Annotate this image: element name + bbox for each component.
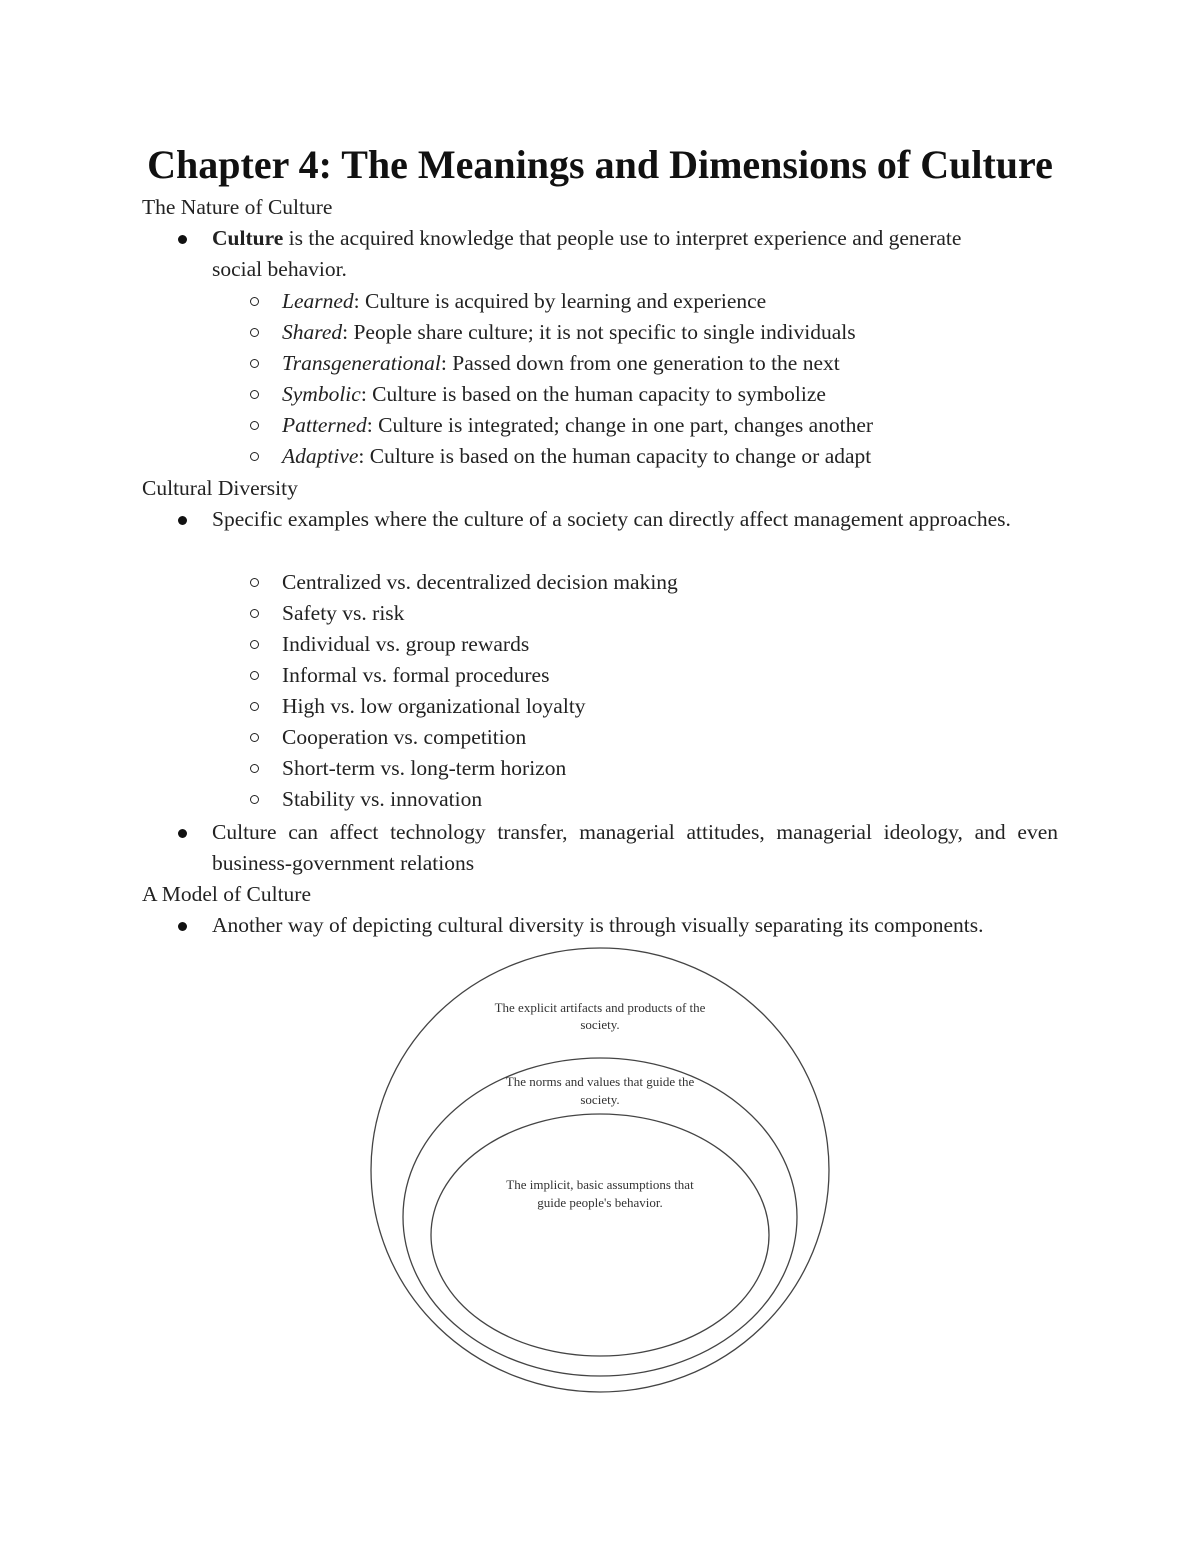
characteristic-item [282, 317, 856, 348]
diversity-bullet-text: Culture can affect technology transfer, managerial attitudes, managerial ideology, and even business-government relations [212, 820, 1058, 875]
bullet-dot [178, 922, 187, 931]
characteristic-term: Patterned [282, 413, 367, 437]
sub-bullet-ring [250, 640, 259, 649]
example-item: Individual vs. group rewards [282, 632, 530, 656]
characteristic-desc: : Passed down from one generation to the next [440, 351, 840, 375]
sub-bullet-ring [250, 328, 259, 337]
sub-bullet-ring [250, 671, 259, 680]
inner-label-line2: guide people's behavior. [537, 1195, 663, 1210]
characteristic-item [282, 348, 840, 379]
sub-bullet-ring [250, 452, 259, 461]
sub-bullet-ring [250, 421, 259, 430]
characteristic-desc: : Culture is based on the human capacity to symbolize [360, 382, 826, 406]
characteristic-item [282, 379, 826, 410]
inner-circle [431, 1114, 769, 1356]
characteristic-term: Shared [282, 320, 343, 344]
model-bullet-text: Another way of depicting cultural diversity is through visually separating its components. [212, 913, 984, 937]
characteristic-term: Adaptive [282, 444, 359, 468]
example-item: Centralized vs. decentralized decision making [282, 570, 678, 594]
example-item: High vs. low organizational loyalty [282, 694, 586, 718]
characteristic-item [282, 410, 873, 441]
characteristic-desc: : Culture is based on the human capacity to change or adapt [358, 444, 872, 468]
characteristic-item [282, 286, 766, 317]
sub-bullet-ring [250, 795, 259, 804]
culture-definition-line2: social behavior. [212, 257, 347, 281]
bullet-dot [178, 235, 187, 244]
page-title: Chapter 4: The Meanings and Dimensions of Culture [147, 142, 1053, 187]
example-item: Cooperation vs. competition [282, 725, 527, 749]
characteristic-term: Transgenerational [282, 351, 441, 375]
culture-model-diagram [350, 945, 850, 1405]
inner-label-line1: The implicit, basic assumptions that [506, 1177, 694, 1192]
characteristic-item [282, 441, 871, 472]
characteristic-term: Learned [282, 289, 354, 313]
sub-bullet-ring [250, 578, 259, 587]
characteristic-desc: : Culture is integrated; change in one part, changes another [366, 413, 874, 437]
culture-definition-line1 [212, 223, 1058, 254]
section-heading-diversity: Cultural Diversity [142, 476, 298, 500]
sub-bullet-ring [250, 764, 259, 773]
sub-bullet-ring [250, 702, 259, 711]
sub-bullet-ring [250, 733, 259, 742]
middle-label-line2: society. [580, 1092, 620, 1107]
section-heading-model: A Model of Culture [142, 882, 311, 906]
example-item: Stability vs. innovation [282, 787, 483, 811]
diversity-bullet-text: Specific examples where the culture of a society can directly affect management approaches. [212, 507, 1011, 531]
example-item: Safety vs. risk [282, 601, 405, 625]
example-item: Informal vs. formal procedures [282, 663, 550, 687]
outer-label-line2: society. [580, 1017, 620, 1032]
culture-definition-text: is the acquired knowledge that people use to interpret experience and generate [283, 226, 962, 250]
bullet-dot [178, 516, 187, 525]
section-heading-nature: The Nature of Culture [142, 195, 333, 219]
outer-label-line1: The explicit artifacts and products of the [494, 1000, 706, 1015]
sub-bullet-ring [250, 297, 259, 306]
bullet-dot [178, 829, 187, 838]
sub-bullet-ring [250, 390, 259, 399]
sub-bullet-ring [250, 609, 259, 618]
example-item: Short-term vs. long-term horizon [282, 756, 567, 780]
culture-term: Culture [212, 226, 284, 250]
characteristic-term: Symbolic [282, 382, 361, 406]
middle-label-line1: The norms and values that guide the [505, 1074, 695, 1089]
characteristic-desc: : People share culture; it is not specific to single individuals [342, 320, 856, 344]
sub-bullet-ring [250, 359, 259, 368]
characteristic-desc: : Culture is acquired by learning and experience [353, 289, 767, 313]
